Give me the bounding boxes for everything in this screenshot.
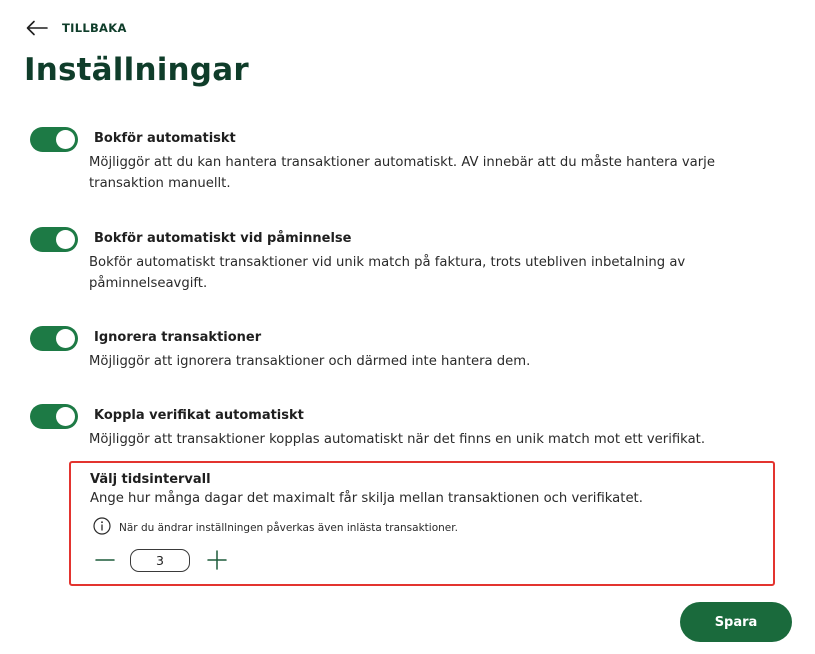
toggle-koppla-verifikat[interactable] bbox=[30, 404, 78, 429]
minus-icon[interactable] bbox=[93, 548, 117, 572]
setting-title: Bokför automatiskt vid påminnelse bbox=[94, 231, 352, 246]
plus-icon[interactable] bbox=[205, 548, 229, 572]
interval-stepper bbox=[93, 548, 229, 572]
page-title: Inställningar bbox=[24, 52, 249, 88]
back-label: TILLBAKA bbox=[62, 21, 127, 35]
setting-title: Koppla verifikat automatiskt bbox=[94, 408, 304, 423]
toggle-knob bbox=[56, 329, 75, 348]
toggle-knob bbox=[56, 407, 75, 426]
toggle-bokfor-vid-paminnelse[interactable] bbox=[30, 227, 78, 252]
interval-description: Ange hur många dagar det maximalt får skilja mellan transaktionen och verifikatet. bbox=[90, 491, 643, 506]
setting-description: Möjliggör att du kan hantera transaktioner automatiskt. AV innebär att du måste hantera varje transaktion manuellt. bbox=[89, 155, 715, 191]
toggle-knob bbox=[56, 230, 75, 249]
info-text: När du ändrar inställningen påverkas även inlästa transaktioner. bbox=[119, 522, 458, 534]
info-circle-icon bbox=[93, 517, 111, 539]
setting-description: Möjliggör att ignorera transaktioner och därmed inte hantera dem. bbox=[89, 354, 531, 369]
interval-days-input[interactable] bbox=[130, 549, 190, 572]
toggle-ignorera-transaktioner[interactable] bbox=[30, 326, 78, 351]
info-note bbox=[93, 517, 458, 539]
interval-section bbox=[69, 461, 775, 586]
arrow-left-icon bbox=[26, 20, 48, 36]
toggle-knob bbox=[56, 130, 75, 149]
setting-description: Bokför automatiskt transaktioner vid unik match på faktura, trots utebliven inbetalning av påminnelseavgift. bbox=[89, 255, 686, 291]
setting-description: Möjliggör att transaktioner kopplas automatiskt när det finns en unik match mot ett verifikat. bbox=[89, 432, 706, 447]
setting-title: Bokför automatiskt bbox=[94, 131, 236, 146]
back-link[interactable] bbox=[26, 20, 127, 36]
setting-title: Ignorera transaktioner bbox=[94, 330, 262, 345]
toggle-bokfor-automatiskt[interactable] bbox=[30, 127, 78, 152]
save-button[interactable]: Spara bbox=[680, 602, 792, 642]
interval-title: Välj tidsintervall bbox=[90, 472, 211, 487]
